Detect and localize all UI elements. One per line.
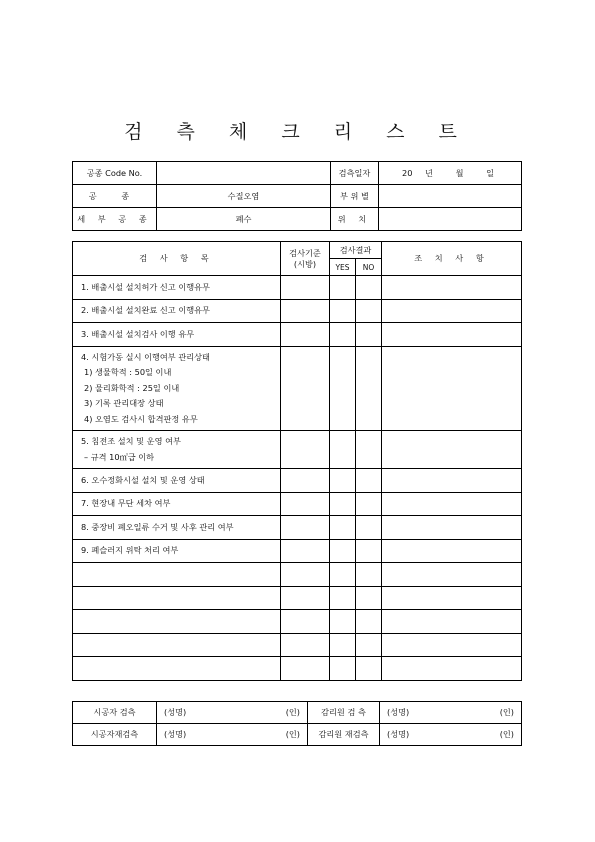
table-row	[73, 586, 522, 610]
inspection-table	[72, 241, 522, 681]
inspection-item: 1. 배출시설 설치허가 신고 이행유무	[73, 276, 281, 300]
action-cell[interactable]	[382, 586, 522, 610]
no-cell[interactable]	[356, 563, 382, 587]
location-label: 위 치	[331, 208, 379, 231]
date-label: 검측일자	[331, 162, 379, 185]
supervisor-inspect-sign[interactable]	[380, 702, 522, 724]
no-cell[interactable]	[356, 346, 382, 431]
criteria-cell[interactable]	[281, 610, 330, 634]
yes-cell[interactable]	[330, 516, 356, 540]
criteria-cell[interactable]	[281, 516, 330, 540]
criteria-cell[interactable]	[281, 633, 330, 657]
yes-cell[interactable]	[330, 469, 356, 493]
work-value[interactable]: 수질오염	[157, 185, 331, 208]
inspection-item	[73, 431, 281, 469]
criteria-cell[interactable]	[281, 492, 330, 516]
action-cell[interactable]	[382, 492, 522, 516]
date-month-unit: 월	[455, 167, 464, 178]
no-cell[interactable]	[356, 299, 382, 323]
header-action: 조 치 사 항	[382, 242, 522, 276]
table-row	[73, 431, 522, 469]
table-row	[73, 276, 522, 300]
info-row-work	[73, 185, 522, 208]
action-cell[interactable]	[382, 346, 522, 431]
action-cell[interactable]	[382, 516, 522, 540]
detail-label: 세 부 공 종	[73, 208, 157, 231]
inspection-item: 6. 오수정화시설 설치 및 운영 상태	[73, 469, 281, 493]
supervisor-reinspect-label: 감리원 재검측	[308, 724, 380, 746]
no-cell[interactable]	[356, 431, 382, 469]
criteria-cell[interactable]	[281, 563, 330, 587]
inspection-item: 7. 현장내 무단 세차 여부	[73, 492, 281, 516]
inspection-item	[73, 586, 281, 610]
inspection-item-line: 4. 시험가동 실시 이행여부 관리상태	[81, 351, 210, 362]
inspection-item	[73, 633, 281, 657]
action-cell[interactable]	[382, 610, 522, 634]
criteria-cell[interactable]	[281, 323, 330, 347]
yes-cell[interactable]	[330, 539, 356, 563]
inspection-item-line: 5. 침전조 설치 및 운영 여부	[81, 436, 181, 446]
table-row	[73, 633, 522, 657]
header-yes: YES	[330, 259, 356, 276]
yes-cell[interactable]	[330, 276, 356, 300]
table-row	[73, 657, 522, 681]
table-row	[73, 516, 522, 540]
code-value[interactable]	[157, 162, 331, 185]
action-cell[interactable]	[382, 657, 522, 681]
contractor-reinspect-label: 시공자재검측	[73, 724, 157, 746]
yes-cell[interactable]	[330, 431, 356, 469]
seal-text: (인)	[499, 707, 514, 717]
no-cell[interactable]	[356, 539, 382, 563]
criteria-cell[interactable]	[281, 431, 330, 469]
inspection-item	[73, 610, 281, 634]
action-cell[interactable]	[382, 299, 522, 323]
contractor-inspect-label: 시공자 검측	[73, 702, 157, 724]
no-cell[interactable]	[356, 586, 382, 610]
header-row	[73, 242, 522, 259]
action-cell[interactable]	[382, 563, 522, 587]
yes-cell[interactable]	[330, 586, 356, 610]
inspection-item	[73, 346, 281, 431]
no-cell[interactable]	[356, 469, 382, 493]
seal-text: (인)	[285, 707, 300, 717]
yes-cell[interactable]	[330, 610, 356, 634]
inspection-item-line: 1) 생물학적 : 50일 이내	[84, 367, 172, 377]
seal-text: (인)	[285, 729, 300, 739]
table-row	[73, 469, 522, 493]
name-text: (성명)	[387, 729, 410, 739]
header-criteria	[281, 242, 330, 276]
inspection-item	[73, 563, 281, 587]
table-row	[73, 299, 522, 323]
table-row	[73, 346, 522, 431]
name-text: (성명)	[164, 707, 187, 717]
table-row	[73, 610, 522, 634]
yes-cell[interactable]	[330, 299, 356, 323]
inspection-item-line: 4) 오염도 검사시 합격판정 유무	[84, 413, 198, 424]
action-cell[interactable]	[382, 539, 522, 563]
criteria-cell[interactable]	[281, 276, 330, 300]
sign-row-1	[73, 702, 522, 724]
action-cell[interactable]	[382, 276, 522, 300]
info-table	[72, 161, 522, 231]
header-criteria-line1: 검사기준	[289, 247, 321, 258]
yes-cell[interactable]	[330, 657, 356, 681]
date-year-unit: 년	[425, 167, 433, 178]
signature-table	[72, 701, 522, 746]
action-cell[interactable]	[382, 431, 522, 469]
yes-cell[interactable]	[330, 563, 356, 587]
inspection-item-line: 2) 물리화학적 : 25일 이내	[84, 382, 180, 393]
header-criteria-line2: (시방)	[293, 258, 317, 269]
date-value[interactable]	[379, 162, 522, 185]
criteria-cell[interactable]	[281, 299, 330, 323]
work-label: 공 종	[73, 185, 157, 208]
date-year: 20	[402, 167, 413, 178]
no-cell[interactable]	[356, 276, 382, 300]
criteria-cell[interactable]	[281, 657, 330, 681]
detail-value[interactable]: 폐수	[157, 208, 331, 231]
location-value[interactable]	[379, 208, 522, 231]
code-label: 공종 Code No.	[73, 162, 157, 185]
table-row	[73, 323, 522, 347]
inspection-item	[73, 657, 281, 681]
inspection-item-line: – 규격 10㎥급 이하	[84, 451, 155, 462]
no-cell[interactable]	[356, 492, 382, 516]
table-row	[73, 563, 522, 587]
page-title: 검 측 체 크 리 스 트	[124, 121, 471, 143]
no-cell[interactable]	[356, 657, 382, 681]
yes-cell[interactable]	[330, 346, 356, 431]
yes-cell[interactable]	[330, 492, 356, 516]
inspection-item: 2. 배출시설 설치완료 신고 이행유무	[73, 299, 281, 323]
header-item: 검 사 항 목	[73, 242, 281, 276]
contractor-reinspect-sign[interactable]	[157, 724, 308, 746]
criteria-cell[interactable]	[281, 469, 330, 493]
no-cell[interactable]	[356, 323, 382, 347]
no-cell[interactable]	[356, 633, 382, 657]
inspection-item: 3. 배출시설 설치검사 이행 유무	[73, 323, 281, 347]
inspection-item: 8. 중장비 폐오일류 수거 및 사후 관리 여부	[73, 516, 281, 540]
criteria-cell[interactable]	[281, 539, 330, 563]
part-label: 부 위 별	[331, 185, 379, 208]
yes-cell[interactable]	[330, 323, 356, 347]
sign-row-2	[73, 724, 522, 746]
header-result: 검사결과	[330, 242, 382, 259]
inspection-rows	[73, 276, 522, 681]
contractor-inspect-sign[interactable]	[157, 702, 308, 724]
table-row	[73, 539, 522, 563]
name-text: (성명)	[164, 729, 187, 739]
date-day-unit: 일	[486, 167, 495, 178]
info-row-detail	[73, 208, 522, 231]
part-value[interactable]	[379, 185, 522, 208]
inspection-item: 9. 폐슬러지 위탁 처리 여부	[73, 539, 281, 563]
info-row-code	[73, 162, 522, 185]
inspection-item-line: 3) 기록 관리대장 상태	[84, 398, 164, 408]
action-cell[interactable]	[382, 633, 522, 657]
seal-text: (인)	[499, 729, 514, 739]
supervisor-inspect-label: 감리원 검 측	[308, 702, 380, 724]
name-text: (성명)	[387, 707, 410, 717]
yes-cell[interactable]	[330, 633, 356, 657]
criteria-cell[interactable]	[281, 586, 330, 610]
table-row	[73, 492, 522, 516]
action-cell[interactable]	[382, 469, 522, 493]
no-cell[interactable]	[356, 610, 382, 634]
action-cell[interactable]	[382, 323, 522, 347]
header-no: NO	[356, 259, 382, 276]
supervisor-reinspect-sign[interactable]	[380, 724, 522, 746]
no-cell[interactable]	[356, 516, 382, 540]
criteria-cell[interactable]	[281, 346, 330, 431]
